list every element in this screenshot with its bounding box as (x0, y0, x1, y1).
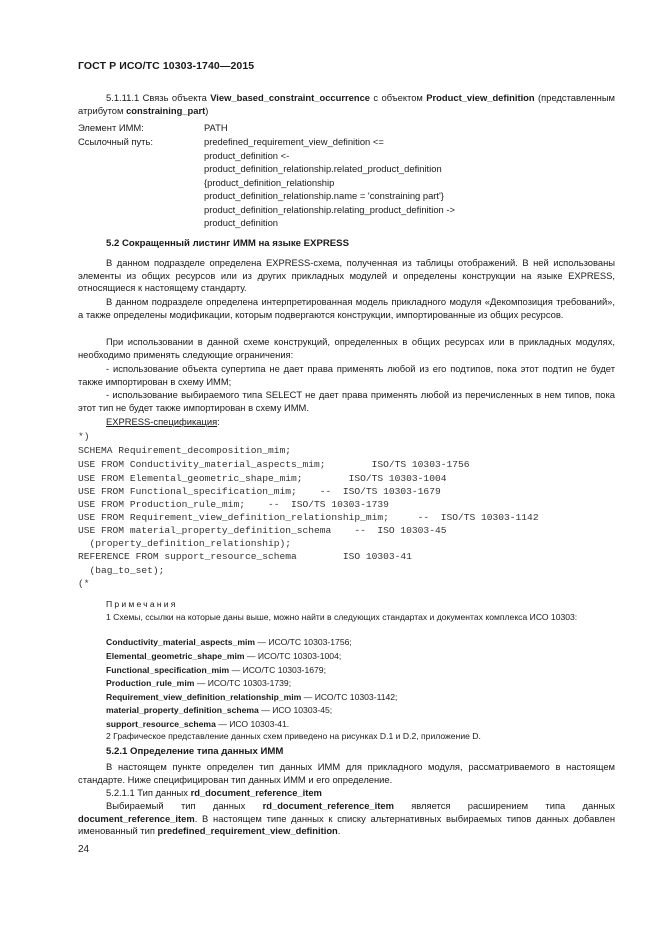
entity-name: View_based_constraint_occurrence (210, 92, 371, 103)
note-2: 2 Графическое представление данных схем приведено на рисунках D.1 и D.2, приложение D. (106, 731, 481, 741)
schema-ref: — ИСО/ТС 10303-1679; (229, 664, 326, 675)
section-heading-5-2-1: 5.2.1 Определение типа данных ИММ (106, 746, 284, 757)
schema-ref: — ИСО 10303-45; (258, 705, 333, 715)
type-name: predefined_requirement_view_definition (157, 825, 338, 837)
section-heading-5-2: 5.2 Сокращенный листинг ИММ на языке EXPRESS (106, 238, 349, 249)
code-line: SCHEMA Requirement_decomposition_mim; (78, 445, 292, 456)
running-header: ГОСТ Р ИСО/ТС 10303-1740—2015 (78, 60, 255, 72)
restriction-item: - использование объекта супертипа не дает права применять любой из его подтипов, пока этот подтип не будет также импортирован в схему ИММ; (78, 363, 615, 387)
clause-number: 5.2.1.1 (106, 787, 135, 798)
schema-name: Requirement_view_definition_relationship_mim (106, 691, 302, 702)
note-schema-item (106, 719, 289, 731)
clause-5-1-11-1 (78, 92, 615, 117)
schema-name: support_resource_schema (106, 718, 216, 729)
schema-ref: — ИСО/ТС 10303-1142; (301, 691, 398, 702)
note-schema-item (106, 651, 341, 663)
type-name: document_reference_item (78, 812, 195, 824)
note-schema-item (106, 637, 352, 649)
schema-ref: — ИСО/ТС 10303-1004; (244, 651, 342, 661)
page-number: 24 (78, 844, 90, 855)
clause-text: Связь объекта (142, 92, 207, 103)
colon: : (217, 416, 220, 427)
paragraph-text: является расширением типа данных (411, 800, 615, 811)
paragraph: В данном подразделе определена EXPRESS-схема, полученная из таблицы отображений. В ней использованы элементы из общих ресурсов или из других прикладных модулей и определены конструкции на языке EXPRESS, относящиеся к настоящему стандарту. (78, 257, 615, 294)
code-line: (bag_to_set); (78, 565, 165, 576)
clause-number: 5.1.11.1 (106, 92, 140, 103)
schema-name: Production_rule_mim (106, 678, 195, 688)
reference-path-label: Ссылочный путь: (78, 136, 153, 147)
note-schema-item (106, 665, 326, 677)
reference-path-line: product_definition_relationship.related_product_definition (204, 163, 442, 174)
code-line: USE FROM Conductivity_material_aspects_mim; ISO/TS 10303-1756 (78, 459, 470, 470)
paragraph (78, 800, 615, 838)
mim-element-value: PATH (204, 122, 228, 133)
schema-ref: — ИСО/ТС 10303-1756; (255, 637, 352, 647)
schema-ref: — ИСО 10303-41. (215, 718, 290, 729)
code-line: (* (78, 578, 90, 589)
schema-ref: — ИСО/ТС 10303-1739; (194, 678, 292, 688)
paragraph: В данном подразделе определена интерпретированная модель прикладного модуля «Декомпозиция требований», а также определены модификации, которым подвергаются конструкции, импортированные из общих ресурсов. (78, 296, 615, 320)
clause-text: с объектом (373, 92, 423, 103)
type-name: rd_document_reference_item (190, 787, 322, 798)
code-line: REFERENCE FROM support_resource_schema ISO 10303-41 (78, 551, 412, 562)
reference-path-line: product_definition <- (204, 149, 290, 161)
paragraph-text: Выбираемый тип данных (106, 800, 246, 811)
note-schema-item (106, 692, 397, 704)
clause-text: Тип данных (137, 787, 188, 798)
code-line: USE FROM Requirement_view_definition_relationship_mim; -- ISO/TS 10303-1142 (78, 512, 539, 523)
reference-path-line: {product_definition_relationship (204, 176, 335, 188)
notes-title: Примечания (106, 599, 178, 609)
schema-name: Functional_specification_mim (106, 664, 230, 675)
paragraph: В настоящем пункте определен тип данных ИММ для прикладного модуля, рассматриваемого в настоящем стандарте. Ниже специфицирован тип данных ИММ и его определение. (78, 761, 615, 785)
paragraph: При использовании в данной схеме конструкций, определенных в общих ресурсах или в прикладных модулях, необходимо применять следующие ограничения: (78, 336, 615, 360)
reference-path-line: product_definition_relationship.name = 'constraining part'} (204, 190, 444, 201)
clause-5-2-1-1 (78, 787, 615, 800)
paragraph-text: . (337, 825, 341, 837)
entity-name: Product_view_definition (426, 92, 535, 103)
code-line: USE FROM material_property_definition_schema -- ISO 10303-45 (78, 525, 447, 536)
mim-element-label: Элемент ИММ: (78, 122, 144, 133)
code-line: (property_definition_relationship); (78, 538, 292, 549)
attribute-name: constraining_part (126, 104, 206, 116)
note-schema-item (106, 678, 291, 690)
reference-path-line: product_definition_relationship.relating_product_definition -> (204, 203, 455, 215)
schema-name: Conductivity_material_aspects_mim (106, 637, 256, 647)
type-name: rd_document_reference_item (262, 800, 394, 811)
code-line: *) (78, 431, 90, 442)
code-line: USE FROM Elemental_geometric_shape_mim; ISO/TS 10303-1004 (78, 473, 447, 484)
express-spec-link-text: EXPRESS-спецификация (106, 416, 218, 427)
code-line: USE FROM Production_rule_mim; -- ISO/TS 10303-1739 (78, 499, 389, 510)
schema-name: material_property_definition_schema (106, 705, 259, 715)
note-1: 1 Схемы, ссылки на которые даны выше, можно найти в следующих стандартах и документах комплекса ИСО 10303: (106, 612, 578, 622)
restriction-item: - использование выбираемого типа SELECT не дает права применять любой из перечисленных в нем типов, пока этот тип не будет также импортирован в схему ИММ. (78, 389, 615, 413)
paragraph-text: . В настоящем типе данных к списку альтернативных выбираемых типов данных добавлен именованный тип (78, 812, 615, 837)
reference-path-line: predefined_requirement_view_definition <= (204, 136, 384, 147)
note-schema-item (106, 705, 332, 717)
clause-text: (представленным атрибутом (78, 92, 615, 116)
schema-name: Elemental_geometric_shape_mim (106, 651, 245, 661)
code-line: USE FROM Functional_specification_mim; -- ISO/TS 10303-1679 (78, 486, 441, 497)
clause-text: ) (205, 104, 209, 116)
express-spec-label (78, 416, 615, 429)
reference-path-line: product_definition (204, 217, 279, 228)
